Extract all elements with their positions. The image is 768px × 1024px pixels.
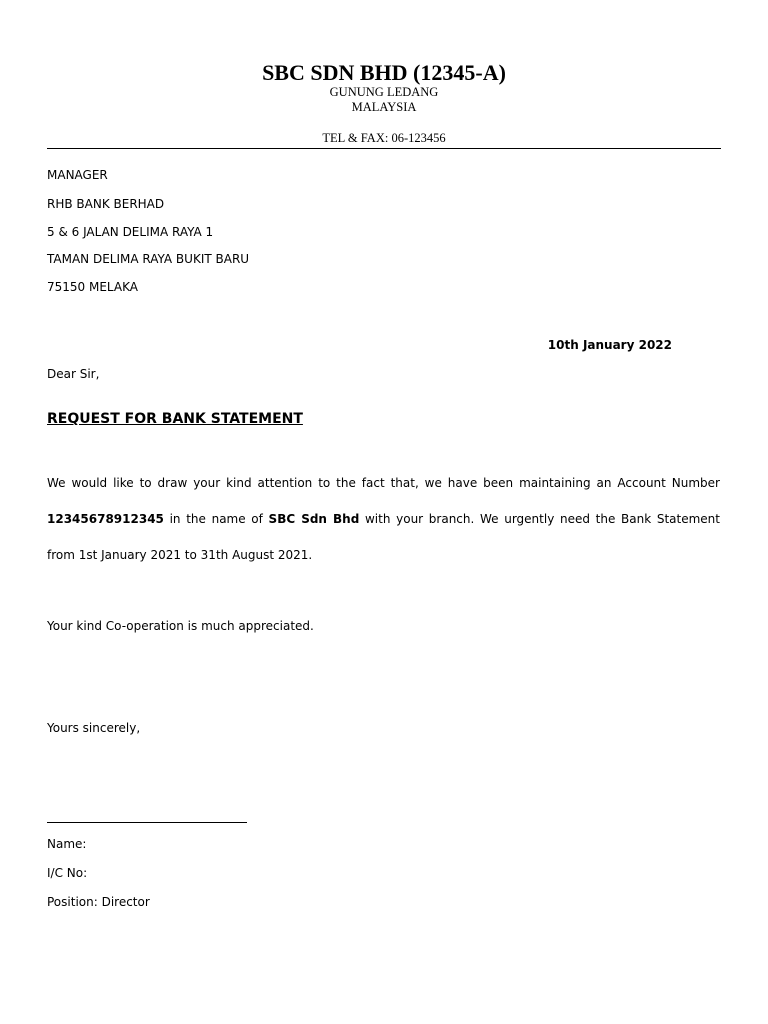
body-line-3: from 1st January 2021 to 31th August 2021.: [47, 548, 313, 562]
signature-ic-label: I/C No:: [47, 866, 88, 880]
signature-line: [47, 822, 247, 823]
account-holder-name: SBC Sdn Bhd: [268, 512, 360, 526]
company-name: SBC SDN BHD (12345-A): [262, 60, 506, 85]
company-address-line1: GUNUNG LEDANG: [329, 85, 439, 99]
closing: Yours sincerely,: [47, 721, 141, 735]
recipient-postcode-city: 75150 MELAKA: [47, 280, 138, 294]
body-in-the-name-of: in the name of: [163, 512, 269, 526]
body-line-1: [47, 476, 720, 490]
letter-date: 10th January 2022: [547, 338, 672, 352]
letterhead-divider: [47, 148, 721, 149]
account-number: 12345678912345: [47, 512, 164, 526]
body-line-2-rest: with your branch. We urgently need the Bank Statement: [359, 512, 720, 526]
cooperation-line: Your kind Co-operation is much appreciated.: [47, 619, 314, 633]
body-line-2: [47, 512, 720, 526]
signature-position: Position: Director: [47, 895, 150, 909]
recipient-area: TAMAN DELIMA RAYA BUKIT BARU: [47, 252, 250, 266]
recipient-title: MANAGER: [47, 168, 108, 182]
company-tel-fax: TEL & FAX: 06-123456: [322, 131, 446, 145]
letter-subject: REQUEST FOR BANK STATEMENT: [47, 411, 303, 427]
salutation: Dear Sir,: [47, 367, 100, 381]
company-address-line2: MALAYSIA: [351, 100, 417, 114]
recipient-street: 5 & 6 JALAN DELIMA RAYA 1: [47, 225, 214, 239]
signature-name-label: Name:: [47, 837, 87, 851]
recipient-bank: RHB BANK BERHAD: [47, 197, 165, 211]
body-line-1-text: We would like to draw your kind attention to the fact that, we have been maintaining an Account Number: [47, 476, 720, 490]
